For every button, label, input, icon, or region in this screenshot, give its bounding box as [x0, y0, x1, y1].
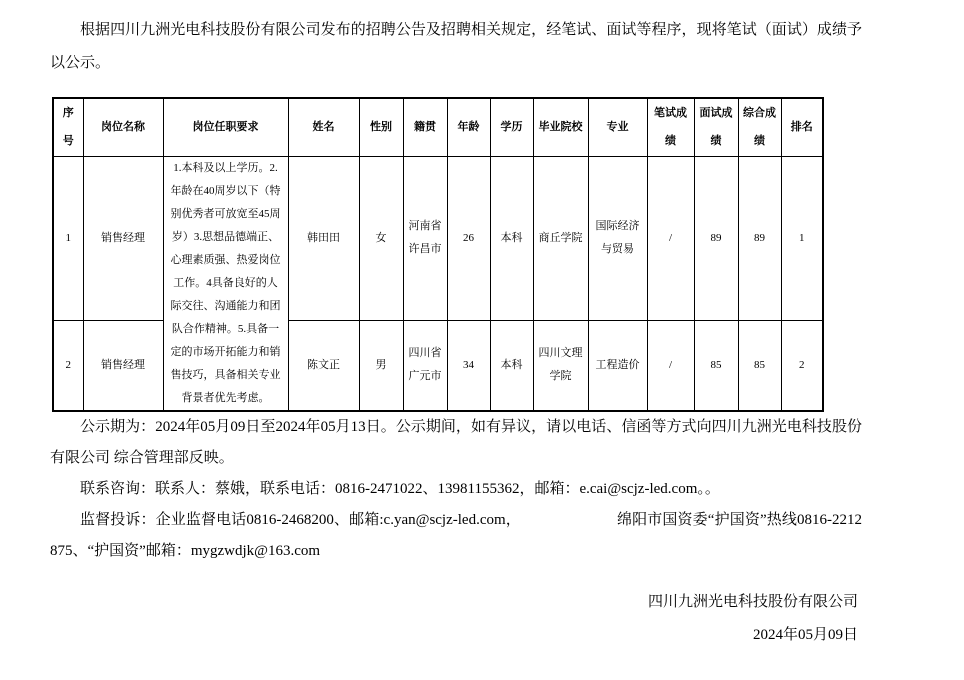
- cell-written-score: /: [647, 320, 694, 410]
- cell-interview-score: 89: [694, 156, 738, 320]
- cell-rank: 1: [781, 156, 823, 320]
- signature-date: 2024年05月09日: [752, 626, 858, 643]
- header-written-score: 笔试成绩: [647, 98, 694, 156]
- cell-major: 国际经济与贸易: [588, 156, 647, 320]
- cell-position: 销售经理: [83, 320, 163, 410]
- cell-age: 34: [447, 320, 490, 410]
- cell-age: 26: [447, 156, 490, 320]
- supervision-text-part2: 绵阳市国资委“护国资”热线0816-2212875、“护国资”邮箱：mygzwdjk@163.com: [50, 511, 863, 559]
- cell-education: 本科: [490, 156, 533, 320]
- document-content: [50, 14, 862, 652]
- header-gender: 性别: [359, 98, 403, 156]
- header-requirements: 岗位任职要求: [163, 98, 288, 156]
- cell-name: 陈文正: [288, 320, 359, 410]
- header-interview-score: 面试成绩: [694, 98, 738, 156]
- cell-hometown: 河南省许昌市: [403, 156, 447, 320]
- cell-education: 本科: [490, 320, 533, 410]
- header-hometown: 籍贯: [403, 98, 447, 156]
- header-name: 姓名: [288, 98, 359, 156]
- cell-school: 四川文理学院: [533, 320, 588, 410]
- supervision-paragraph: [50, 505, 862, 567]
- cell-overall-score: 89: [738, 156, 781, 320]
- cell-written-score: /: [647, 156, 694, 320]
- cell-school: 商丘学院: [533, 156, 588, 320]
- header-school: 毕业院校: [533, 98, 588, 156]
- cell-gender: 女: [359, 156, 403, 320]
- results-table: [52, 97, 824, 412]
- cell-major: 工程造价: [588, 320, 647, 410]
- cell-gender: 男: [359, 320, 403, 410]
- cell-overall-score: 85: [738, 320, 781, 410]
- cell-seq: 2: [53, 320, 83, 410]
- header-rank: 排名: [781, 98, 823, 156]
- cell-rank: 2: [781, 320, 823, 410]
- cell-requirements: 1.本科及以上学历。2.年龄在40周岁以下（特别优秀者可放宽至45周岁）3.思想品德端正、心理素质强、热爱岗位工作。4具备良好的人际交往、沟通能力和团队合作精神。5.具备一定的市场开拓能力和销售技巧，具备相关专业背景者优先考虑。: [163, 156, 288, 411]
- spacer: [521, 523, 617, 524]
- contact-paragraph: 联系咨询：联系人：蔡娥，联系电话：0816-2471022、13981155362，邮箱：e.cai@scjz-led.com。。: [80, 480, 720, 497]
- header-age: 年龄: [447, 98, 490, 156]
- header-major: 专业: [588, 98, 647, 156]
- signature-company: 四川九洲光电科技股份有限公司: [647, 593, 858, 610]
- cell-hometown: 四川省广元市: [403, 320, 447, 410]
- header-overall-score: 综合成绩: [738, 98, 781, 156]
- header-education: 学历: [490, 98, 533, 156]
- signature-block: [50, 586, 862, 652]
- supervision-text-part1: 监督投诉：企业监督电话0816-2468200、邮箱:c.yan@scjz-led.com，: [80, 511, 521, 528]
- notice-period-paragraph: 公示期为：2024年05月09日至2024年05月13日。公示期间，如有异议，请以电话、信函等方式向四川九洲光电科技股份有限公司 综合管理部反映。: [50, 418, 862, 466]
- header-seq: 序号: [53, 98, 83, 156]
- cell-seq: 1: [53, 156, 83, 320]
- header-position: 岗位名称: [83, 98, 163, 156]
- table-row: [53, 156, 823, 320]
- cell-interview-score: 85: [694, 320, 738, 410]
- table-header-row: [53, 98, 823, 156]
- intro-paragraph: 根据四川九洲光电科技股份有限公司发布的招聘公告及招聘相关规定，经笔试、面试等程序，现将笔试（面试）成绩予以公示。: [50, 22, 862, 71]
- cell-position: 销售经理: [83, 156, 163, 320]
- cell-name: 韩田田: [288, 156, 359, 320]
